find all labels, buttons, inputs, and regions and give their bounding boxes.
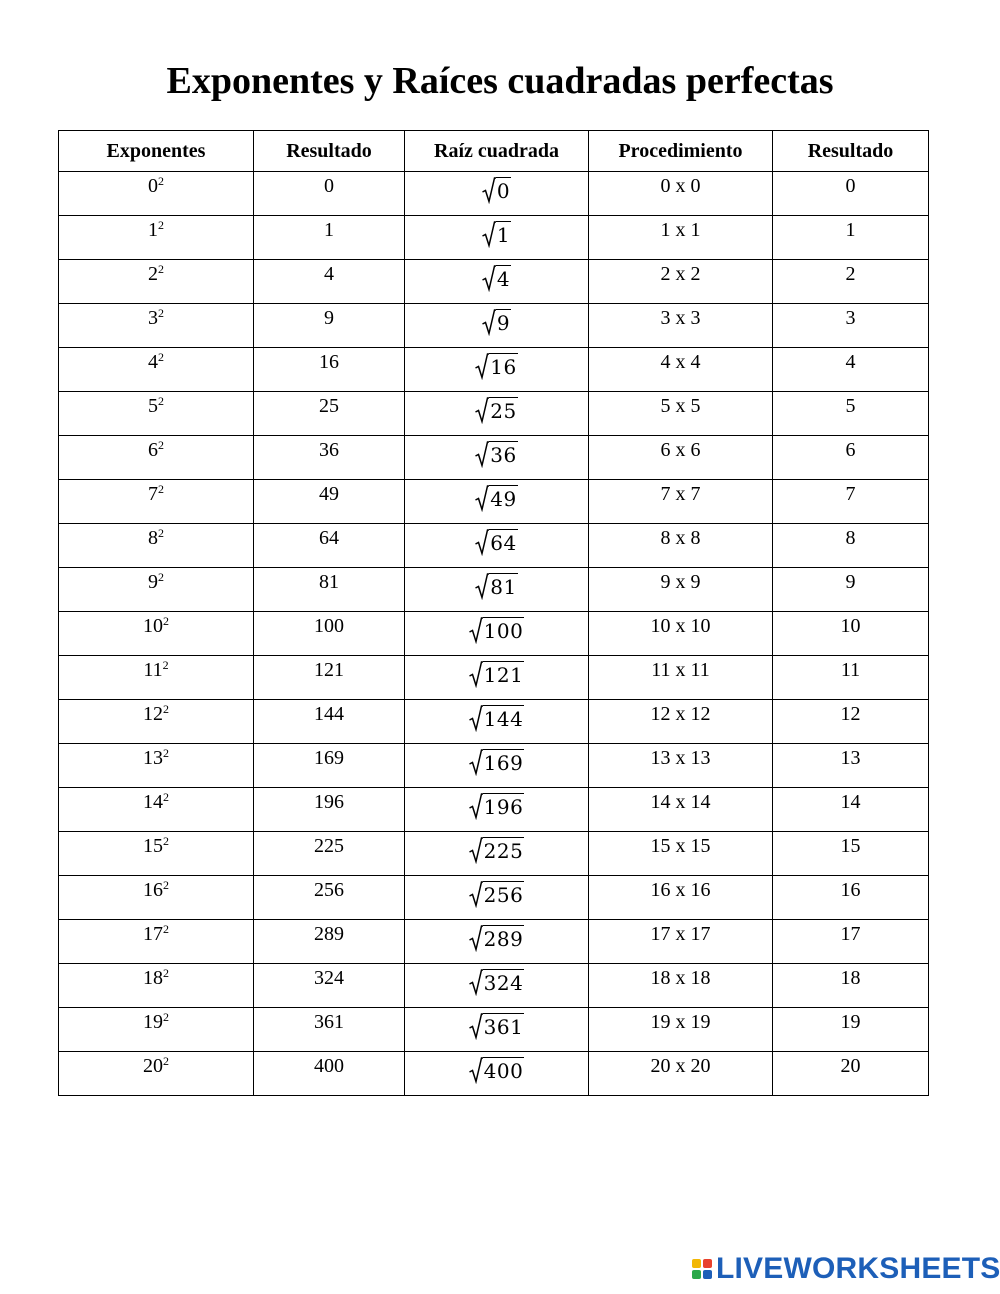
exponent-cell	[59, 260, 254, 304]
exponent-base: 2	[148, 263, 158, 285]
radicand: 0	[496, 179, 511, 203]
procedure-cell: 19 x 19	[589, 1008, 773, 1052]
procedure-cell: 17 x 17	[589, 920, 773, 964]
square-root-cell	[405, 920, 589, 964]
square-result-cell: 16	[254, 348, 405, 392]
exponent-cell	[59, 744, 254, 788]
radicand: 4	[496, 267, 511, 291]
square-root-expression	[469, 661, 525, 688]
radical-sign-icon	[469, 793, 483, 820]
exponent-base: 7	[148, 483, 158, 505]
logo-square	[703, 1270, 712, 1279]
exponent-cell	[59, 1052, 254, 1096]
root-result-cell: 10	[773, 612, 929, 656]
square-root-cell	[405, 304, 589, 348]
square-result-cell: 196	[254, 788, 405, 832]
square-root-cell	[405, 612, 589, 656]
exponent-base: 20	[143, 1055, 163, 1077]
square-root-expression	[469, 793, 525, 820]
radical-sign-icon	[469, 617, 483, 644]
square-result-cell: 324	[254, 964, 405, 1008]
table-row	[59, 524, 929, 568]
square-result-cell: 100	[254, 612, 405, 656]
exponent-power: 2	[163, 1054, 169, 1068]
square-root-cell	[405, 700, 589, 744]
radical-sign-icon	[475, 353, 489, 380]
table-row	[59, 964, 929, 1008]
exponent-power: 2	[158, 482, 164, 496]
radical-sign-icon	[469, 969, 483, 996]
radicand: 256	[483, 883, 524, 907]
exponent-power: 2	[158, 570, 164, 584]
root-result-cell: 12	[773, 700, 929, 744]
table-row	[59, 436, 929, 480]
radical-sign-icon	[469, 1013, 483, 1040]
procedure-cell: 12 x 12	[589, 700, 773, 744]
radical-sign-icon	[469, 1057, 483, 1084]
exponent-power: 2	[158, 394, 164, 408]
exponent-power: 2	[158, 218, 164, 232]
radicand: 9	[496, 311, 511, 335]
header-resultado-raiz: Resultado	[773, 131, 929, 172]
header-exponentes: Exponentes	[59, 131, 254, 172]
radicand: 169	[483, 751, 524, 775]
square-root-cell	[405, 348, 589, 392]
square-root-expression	[469, 881, 525, 908]
procedure-cell: 7 x 7	[589, 480, 773, 524]
exponent-base: 8	[148, 527, 158, 549]
square-root-cell	[405, 788, 589, 832]
radical-sign-icon	[482, 177, 496, 204]
procedure-cell: 0 x 0	[589, 172, 773, 216]
table-row	[59, 1052, 929, 1096]
root-result-cell: 17	[773, 920, 929, 964]
square-root-cell	[405, 172, 589, 216]
square-root-cell	[405, 876, 589, 920]
table-row	[59, 612, 929, 656]
table-row	[59, 1008, 929, 1052]
square-root-expression	[482, 309, 511, 336]
table-row	[59, 260, 929, 304]
square-root-expression	[469, 705, 525, 732]
exponent-base: 17	[143, 923, 163, 945]
square-root-expression	[469, 617, 525, 644]
radicand: 81	[490, 575, 517, 599]
radicand: 324	[483, 971, 524, 995]
table-row	[59, 568, 929, 612]
root-result-cell: 2	[773, 260, 929, 304]
square-result-cell: 225	[254, 832, 405, 876]
square-root-expression	[469, 749, 525, 776]
exponent-cell	[59, 304, 254, 348]
exponent-power: 2	[158, 174, 164, 188]
exponent-cell	[59, 920, 254, 964]
procedure-cell: 10 x 10	[589, 612, 773, 656]
exponent-base: 10	[143, 615, 163, 637]
radicand: 361	[483, 1015, 524, 1039]
procedure-cell: 1 x 1	[589, 216, 773, 260]
root-result-cell: 19	[773, 1008, 929, 1052]
square-root-cell	[405, 260, 589, 304]
exponent-power: 2	[158, 438, 164, 452]
exponent-cell	[59, 524, 254, 568]
exponent-base: 19	[143, 1011, 163, 1033]
logo-square	[692, 1259, 701, 1268]
exponent-base: 12	[143, 703, 163, 725]
radical-sign-icon	[469, 749, 483, 776]
exponent-base: 5	[148, 395, 158, 417]
square-result-cell: 169	[254, 744, 405, 788]
exponent-cell	[59, 480, 254, 524]
table-row	[59, 832, 929, 876]
square-root-cell	[405, 568, 589, 612]
exponent-cell	[59, 392, 254, 436]
table-row	[59, 348, 929, 392]
square-root-expression	[469, 925, 525, 952]
radicand: 16	[490, 355, 517, 379]
page-title: Exponentes y Raíces cuadradas perfectas	[166, 60, 834, 102]
square-result-cell: 144	[254, 700, 405, 744]
square-result-cell: 9	[254, 304, 405, 348]
square-result-cell: 4	[254, 260, 405, 304]
radicand: 121	[483, 663, 524, 687]
exponent-power: 2	[163, 1010, 169, 1024]
square-result-cell: 1	[254, 216, 405, 260]
radicand: 289	[483, 927, 524, 951]
table-row	[59, 788, 929, 832]
exponent-power: 2	[163, 702, 169, 716]
logo-square	[692, 1270, 701, 1279]
exponent-power: 2	[158, 262, 164, 276]
root-result-cell: 11	[773, 656, 929, 700]
table-row	[59, 304, 929, 348]
root-result-cell: 1	[773, 216, 929, 260]
radical-sign-icon	[469, 881, 483, 908]
square-root-expression	[475, 529, 517, 556]
exponent-power: 2	[163, 922, 169, 936]
radical-sign-icon	[475, 573, 489, 600]
exponent-cell	[59, 172, 254, 216]
procedure-cell: 16 x 16	[589, 876, 773, 920]
root-result-cell: 18	[773, 964, 929, 1008]
header-raiz-cuadrada: Raíz cuadrada	[405, 131, 589, 172]
table-row	[59, 392, 929, 436]
root-result-cell: 5	[773, 392, 929, 436]
procedure-cell: 8 x 8	[589, 524, 773, 568]
exponent-power: 2	[158, 306, 164, 320]
radical-sign-icon	[475, 441, 489, 468]
root-result-cell: 3	[773, 304, 929, 348]
exponent-cell	[59, 436, 254, 480]
radical-sign-icon	[475, 397, 489, 424]
radicand: 36	[490, 443, 517, 467]
procedure-cell: 11 x 11	[589, 656, 773, 700]
square-result-cell: 121	[254, 656, 405, 700]
exponent-base: 4	[148, 351, 158, 373]
square-root-expression	[482, 265, 511, 292]
radicand: 25	[490, 399, 517, 423]
square-root-expression	[475, 441, 517, 468]
exponent-base: 15	[143, 835, 163, 857]
square-result-cell: 49	[254, 480, 405, 524]
square-result-cell: 36	[254, 436, 405, 480]
radicand: 1	[496, 223, 511, 247]
square-root-cell	[405, 832, 589, 876]
exponent-power: 2	[162, 658, 169, 672]
exponent-base: 16	[143, 879, 163, 901]
radical-sign-icon	[469, 837, 483, 864]
root-result-cell: 6	[773, 436, 929, 480]
square-root-cell	[405, 524, 589, 568]
radical-sign-icon	[482, 309, 496, 336]
root-result-cell: 13	[773, 744, 929, 788]
square-root-cell	[405, 964, 589, 1008]
radical-sign-icon	[475, 485, 489, 512]
exponent-power: 2	[163, 614, 169, 628]
exponent-power: 2	[163, 966, 169, 980]
table-row	[59, 480, 929, 524]
exponent-cell	[59, 216, 254, 260]
square-root-expression	[469, 969, 525, 996]
exponent-base: 11	[143, 659, 163, 681]
square-root-cell	[405, 744, 589, 788]
exponent-base: 3	[148, 307, 158, 329]
liveworksheets-logo	[692, 1254, 1000, 1284]
exponent-power: 2	[163, 878, 169, 892]
square-root-expression	[469, 1057, 525, 1084]
liveworksheets-logo-icon	[692, 1259, 712, 1279]
logo-square	[703, 1259, 712, 1268]
radical-sign-icon	[482, 221, 496, 248]
exponent-cell	[59, 964, 254, 1008]
procedure-cell: 14 x 14	[589, 788, 773, 832]
table-row	[59, 876, 929, 920]
square-result-cell: 256	[254, 876, 405, 920]
exponent-base: 18	[143, 967, 163, 989]
square-root-cell	[405, 392, 589, 436]
root-result-cell: 9	[773, 568, 929, 612]
square-root-expression	[469, 837, 525, 864]
square-result-cell: 81	[254, 568, 405, 612]
exponent-base: 0	[148, 175, 158, 197]
exponent-base: 1	[148, 219, 158, 241]
exponent-cell	[59, 348, 254, 392]
square-root-cell	[405, 436, 589, 480]
procedure-cell: 13 x 13	[589, 744, 773, 788]
exponent-cell	[59, 832, 254, 876]
table-row	[59, 656, 929, 700]
header-resultado: Resultado	[254, 131, 405, 172]
procedure-cell: 20 x 20	[589, 1052, 773, 1096]
radical-sign-icon	[475, 529, 489, 556]
square-root-cell	[405, 216, 589, 260]
exponent-power: 2	[163, 790, 169, 804]
root-result-cell: 20	[773, 1052, 929, 1096]
header-procedimiento: Procedimiento	[589, 131, 773, 172]
exponent-power: 2	[163, 834, 169, 848]
exponent-power: 2	[158, 526, 164, 540]
radicand: 49	[490, 487, 517, 511]
square-root-cell	[405, 656, 589, 700]
exponent-cell	[59, 876, 254, 920]
squares-table	[58, 130, 929, 1096]
exponent-power: 2	[158, 350, 164, 364]
procedure-cell: 4 x 4	[589, 348, 773, 392]
square-result-cell: 64	[254, 524, 405, 568]
radicand: 144	[483, 707, 524, 731]
table-row	[59, 216, 929, 260]
procedure-cell: 9 x 9	[589, 568, 773, 612]
square-root-cell	[405, 480, 589, 524]
root-result-cell: 7	[773, 480, 929, 524]
table-row	[59, 172, 929, 216]
root-result-cell: 14	[773, 788, 929, 832]
exponent-cell	[59, 568, 254, 612]
radical-sign-icon	[469, 661, 483, 688]
root-result-cell: 8	[773, 524, 929, 568]
radical-sign-icon	[469, 925, 483, 952]
radicand: 64	[490, 531, 517, 555]
square-result-cell: 0	[254, 172, 405, 216]
square-result-cell: 25	[254, 392, 405, 436]
square-result-cell: 361	[254, 1008, 405, 1052]
radicand: 100	[483, 619, 524, 643]
procedure-cell: 2 x 2	[589, 260, 773, 304]
square-root-expression	[469, 1013, 525, 1040]
exponent-cell	[59, 656, 254, 700]
table-row	[59, 920, 929, 964]
table-row	[59, 700, 929, 744]
table-row	[59, 744, 929, 788]
procedure-cell: 6 x 6	[589, 436, 773, 480]
exponent-cell	[59, 1008, 254, 1052]
radicand: 196	[483, 795, 524, 819]
square-result-cell: 289	[254, 920, 405, 964]
procedure-cell: 5 x 5	[589, 392, 773, 436]
radical-sign-icon	[469, 705, 483, 732]
square-root-expression	[482, 177, 511, 204]
exponent-base: 9	[148, 571, 158, 593]
root-result-cell: 16	[773, 876, 929, 920]
square-result-cell: 400	[254, 1052, 405, 1096]
root-result-cell: 15	[773, 832, 929, 876]
square-root-expression	[475, 397, 517, 424]
procedure-cell: 15 x 15	[589, 832, 773, 876]
exponent-base: 6	[148, 439, 158, 461]
square-root-expression	[475, 353, 517, 380]
square-root-cell	[405, 1052, 589, 1096]
radicand: 225	[483, 839, 524, 863]
exponent-cell	[59, 700, 254, 744]
square-root-expression	[475, 485, 517, 512]
square-root-expression	[482, 221, 511, 248]
exponent-base: 14	[143, 791, 163, 813]
root-result-cell: 4	[773, 348, 929, 392]
procedure-cell: 18 x 18	[589, 964, 773, 1008]
square-root-expression	[475, 573, 517, 600]
exponent-cell	[59, 612, 254, 656]
root-result-cell: 0	[773, 172, 929, 216]
radical-sign-icon	[482, 265, 496, 292]
square-root-cell	[405, 1008, 589, 1052]
procedure-cell: 3 x 3	[589, 304, 773, 348]
exponent-base: 13	[143, 747, 163, 769]
logo-text: LIVEWORKSHEETS	[716, 1252, 1000, 1285]
table-header-row	[59, 131, 929, 172]
radicand: 400	[483, 1059, 524, 1083]
exponent-power: 2	[163, 746, 169, 760]
exponent-cell	[59, 788, 254, 832]
